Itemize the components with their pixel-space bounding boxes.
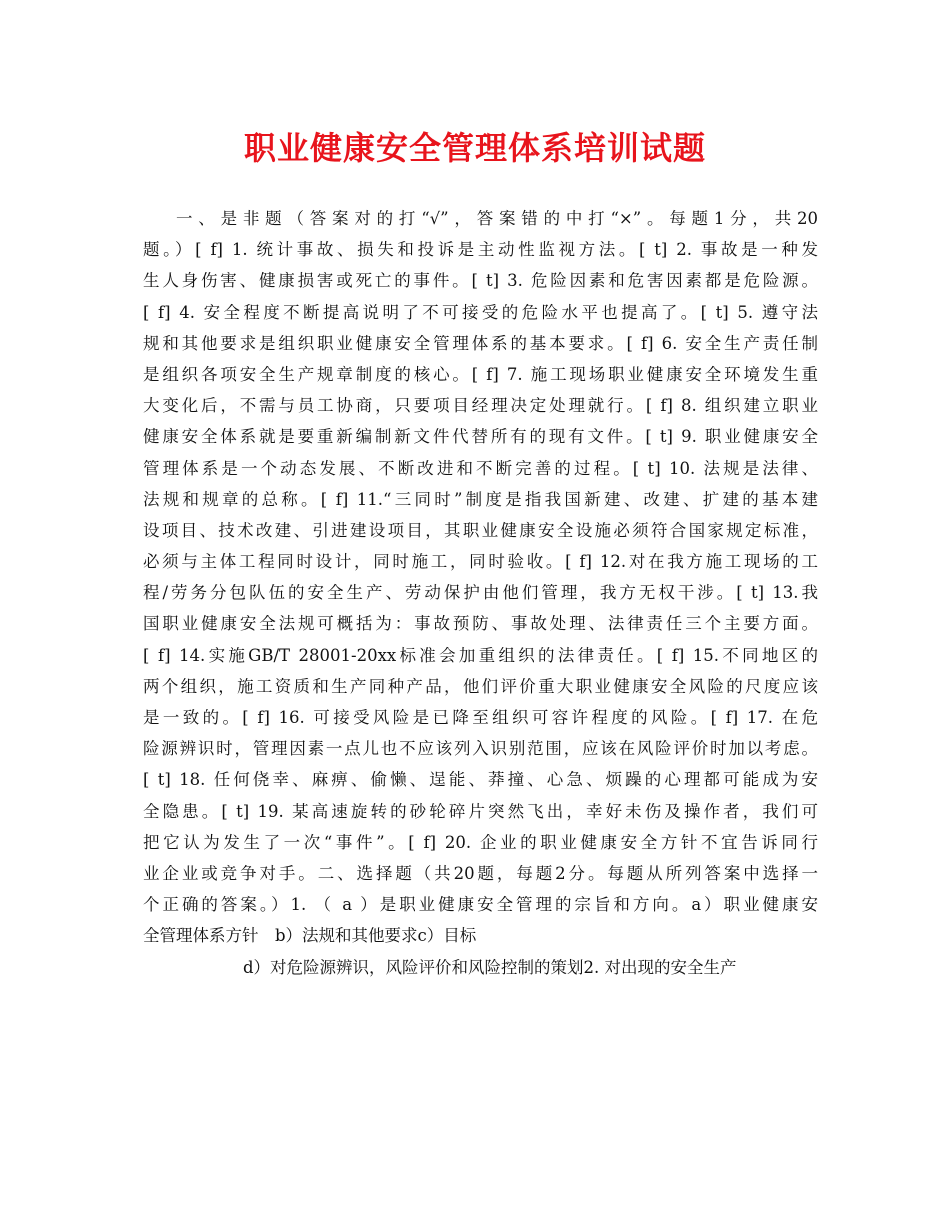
body-line: [ t] 18. 任何侥幸、麻痹、偷懒、逞能、莽撞、心急、烦躁的心理都可能成为安: [143, 770, 818, 790]
body-line: [ f] 4. 安全程度不断提高说明了不可接受的危险水平也提高了。[ t] 5. 遵守法: [143, 302, 818, 322]
body-line: 程/劳务分包队伍的安全生产、劳动保护由他们管理，我方无权干涉。[ t] 13.我: [143, 583, 818, 603]
body-line: 把它认为发生了一次“事件”。[ f] 20. 企业的职业健康安全方针不宜告诉同行: [143, 832, 818, 852]
body-line: 管理体系是一个动态发展、不断改进和不断完善的过程。[ t] 10. 法规是法律、: [143, 458, 818, 478]
body-line: 两个组织，施工资质和生产同种产品，他们评价重大职业健康安全风险的尺度应该: [143, 676, 818, 696]
body-line: 全隐患。[ t] 19. 某高速旋转的砂轮碎片突然飞出，幸好未伤及操作者，我们可: [143, 801, 818, 821]
body-line: 一、是非题（答案对的打“√”，答案错的中打“×”。每题1分，共20: [176, 209, 818, 228]
body-line: 生人身伤害、健康损害或死亡的事件。[ t] 3. 危险因素和危害因素都是危险源。: [143, 271, 818, 291]
body-line: 设项目、技术改建、引进建设项目，其职业健康安全设施必须符合国家规定标准，: [143, 520, 818, 540]
body-line: 个正确的答案。）1. （ a ）是职业健康安全管理的宗旨和方向。a）职业健康安: [143, 895, 818, 915]
body-line: 法规和规章的总称。[ f] 11.“三同时”制度是指我国新建、改建、扩建的基本建: [143, 489, 818, 509]
body-line: 是一致的。[ f] 16. 可接受风险是已降至组织可容许程度的风险。[ f] 17. 在危: [143, 708, 818, 727]
body-line: 必须与主体工程同时设计，同时施工，同时验收。[ f] 12.对在我方施工现场的工: [143, 552, 818, 572]
body-line: 题。）[ f] 1. 统计事故、损失和投诉是主动性监视方法。[ t] 2. 事故是一种发: [143, 240, 818, 260]
document-body: [143, 203, 818, 983]
body-line: 大变化后，不需与员工协商，只要项目经理决定处理就行。[ f] 8. 组织建立职业: [143, 396, 818, 416]
body-line: 业企业或竞争对手。二、选择题（共20题，每题2分。每题从所列答案中选择一: [143, 863, 818, 883]
body-line: 健康安全体系就是要重新编制新文件代替所有的现有文件。[ t] 9. 职业健康安全: [143, 427, 818, 447]
body-line: 全管理体系方针 b）法规和其他要求c）目标: [143, 926, 477, 946]
body-line: 规和其他要求是组织职业健康安全管理体系的基本要求。[ f] 6. 安全生产责任制: [143, 333, 818, 353]
body-line: 是组织各项安全生产规章制度的核心。[ f] 7. 施工现场职业健康安全环境发生重: [143, 364, 818, 384]
body-line: [ f] 14.实施GB/T 28001-20xx标准会加重组织的法律责任。[ f] 15.不同地区的: [143, 645, 818, 665]
document-title: 职业健康安全管理体系培训试题: [243, 129, 706, 167]
body-line: 险源辨识时，管理因素一点儿也不应该列入识别范围，应该在风险评价时加以考虑。: [143, 739, 818, 759]
body-line: 国职业健康安全法规可概括为：事故预防、事故处理、法律责任三个主要方面。: [143, 614, 818, 634]
body-line: d）对危险源辨识，风险评价和风险控制的策划2. 对出现的安全生产: [243, 957, 737, 977]
